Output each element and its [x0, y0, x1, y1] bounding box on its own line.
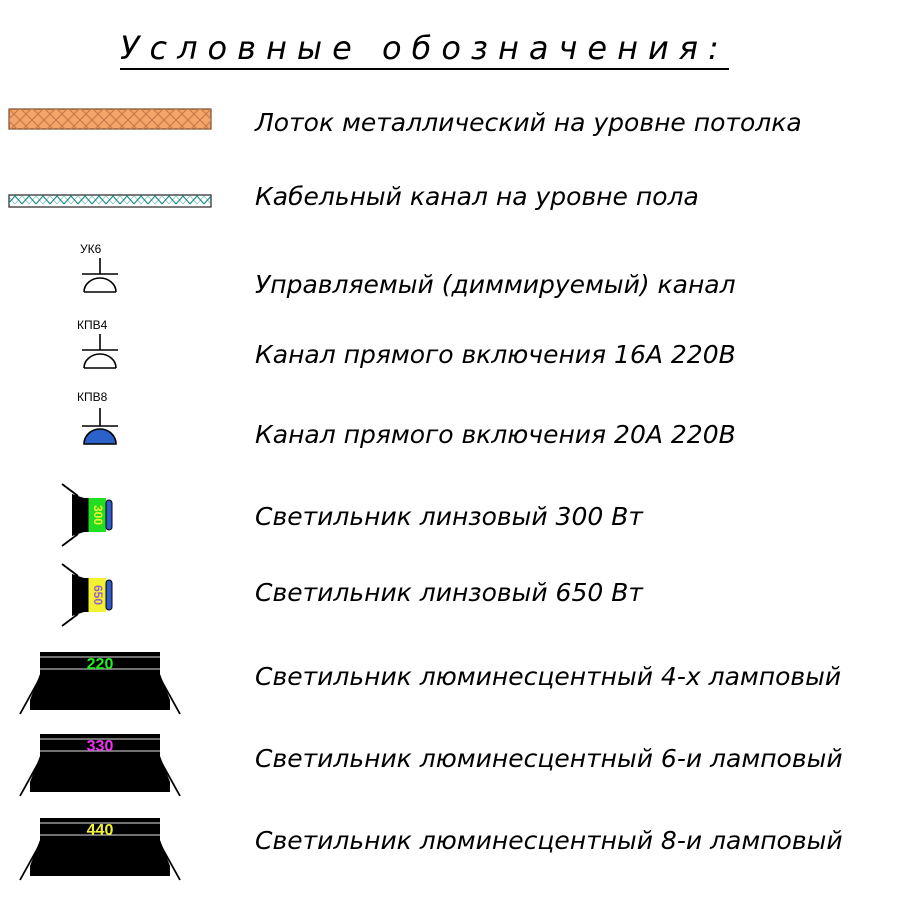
- legend-label: Канал прямого включения 16А 220В: [255, 340, 736, 369]
- dimmable-channel-symbol: [78, 256, 122, 296]
- legend-label: Светильник люминесцентный 6-и ламповый: [255, 744, 843, 773]
- lens-value: 300: [90, 504, 105, 526]
- legend-row-dimmable-channel: [0, 240, 900, 300]
- legend-label: Лоток металлический на уровне потолка: [255, 108, 802, 137]
- fluorescent-value: 220: [86, 656, 114, 674]
- legend-row-fluorescent-4: [0, 640, 900, 716]
- legend-title: Условные обозначения:: [120, 30, 729, 70]
- legend-label: Кабельный канал на уровне пола: [255, 182, 699, 211]
- legend-row-fluorescent-6: [0, 722, 900, 798]
- legend-row-lens-650: [0, 556, 900, 630]
- legend-row-lens-300: [0, 476, 900, 550]
- legend-row-cable-channel: [0, 180, 900, 220]
- legend-label: Канал прямого включения 20А 220В: [255, 420, 736, 449]
- channel-tag: УК6: [80, 242, 102, 256]
- legend-label: Светильник люминесцентный 8-и ламповый: [255, 826, 843, 855]
- legend-label: Светильник линзовый 650 Вт: [255, 578, 643, 607]
- legend-row-direct-channel-16a: [0, 318, 900, 378]
- legend-row-metal-tray: [0, 100, 900, 140]
- lens-value: 650: [90, 584, 105, 606]
- legend-row-direct-channel-20a: [0, 390, 900, 456]
- metal-tray-symbol: [8, 108, 212, 130]
- cable-channel-symbol: [8, 194, 212, 208]
- direct-channel-20a-symbol: [78, 406, 122, 448]
- channel-tag: КПВ8: [77, 390, 108, 404]
- lens-luminaire-300-icon: [58, 480, 128, 550]
- legend-label: Светильник линзовый 300 Вт: [255, 502, 643, 531]
- fluorescent-4-lamp-icon: [18, 644, 182, 716]
- fluorescent-6-lamp-icon: [18, 726, 182, 798]
- fluorescent-value: 440: [86, 822, 114, 840]
- legend-row-fluorescent-8: [0, 806, 900, 882]
- direct-channel-16a-symbol: [78, 332, 122, 372]
- fluorescent-value: 330: [86, 738, 114, 756]
- legend-label: Управляемый (диммируемый) канал: [255, 270, 736, 299]
- channel-tag: КПВ4: [77, 318, 108, 332]
- legend-label: Светильник люминесцентный 4-х ламповый: [255, 662, 842, 691]
- fluorescent-8-lamp-icon: [18, 810, 182, 882]
- lens-luminaire-650-icon: [58, 560, 128, 630]
